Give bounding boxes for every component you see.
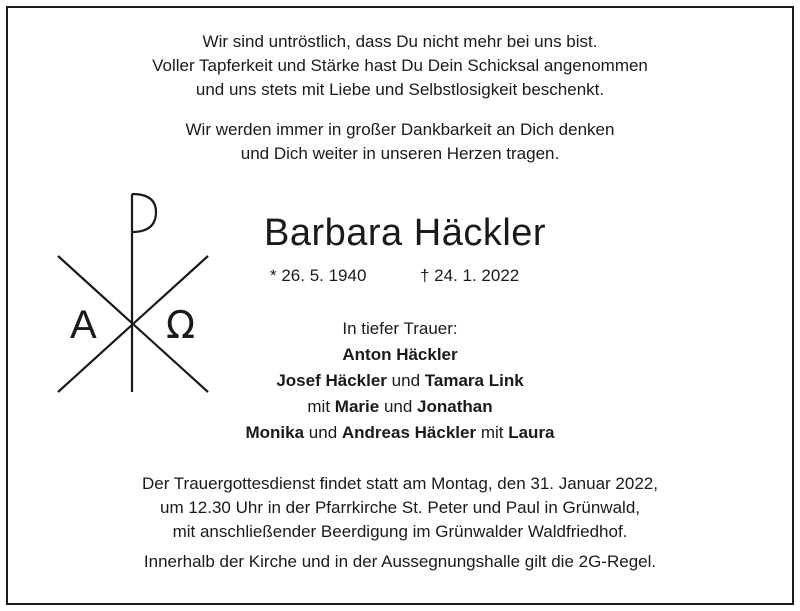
mourner-line [0, 368, 800, 394]
mourner-name: Andreas Häckler [341, 423, 477, 442]
conjunction: und [383, 397, 413, 416]
birth-date: * 26. 5. 1940 [270, 266, 367, 285]
conjunction: mit [480, 423, 504, 442]
mourner-name: Tamara Link [424, 371, 524, 390]
mourner-line [0, 342, 800, 368]
mourner-name: Jonathan [417, 397, 493, 416]
service-line: um 12.30 Uhr in der Pfarrkirche St. Peter und Paul in Grünwald, [159, 498, 640, 517]
mourner-name: Josef Häckler [276, 371, 387, 390]
mourning-intro: In tiefer Trauer: [342, 319, 458, 338]
service-line: Der Trauergottesdienst findet statt am Montag, den 31. Januar 2022, [142, 474, 658, 493]
conjunction: mit [307, 397, 331, 416]
poem-line: Voller Tapferkeit und Stärke hast Du Dein Schicksal angenommen [152, 56, 648, 75]
service-info [0, 472, 800, 574]
deceased-name: Barbara Häckler [264, 212, 547, 254]
poem-line: Wir sind untröstlich, dass Du nicht mehr bei uns bist. [202, 32, 598, 51]
stanza-gap [0, 102, 800, 118]
poem-line: und uns stets mit Liebe und Selbstlosigkeit beschenkt. [195, 80, 605, 99]
poem [0, 30, 800, 166]
mourners [0, 316, 800, 446]
poem-line: und Dich weiter in unseren Herzen tragen. [240, 144, 560, 163]
service-line: mit anschließender Beerdigung im Grünwalder Waldfriedhof. [172, 522, 628, 541]
omega-letter: Ω [166, 303, 196, 347]
death-date: † 24. 1. 2022 [420, 266, 520, 285]
mourner-name: Monika [245, 423, 305, 442]
rho-loop [132, 194, 156, 232]
mourner-line [0, 420, 800, 446]
mourner-line [0, 394, 800, 420]
mourner-name: Anton Häckler [342, 345, 458, 364]
service-note: Innerhalb der Kirche und in der Aussegnungshalle gilt die 2G-Regel. [143, 552, 657, 571]
life-dates [270, 266, 520, 286]
poem-line: Wir werden immer in großer Dankbarkeit an Dich denken [185, 120, 615, 139]
conjunction: und [391, 371, 421, 390]
mourner-name: Marie [334, 397, 380, 416]
alpha-letter: A [70, 303, 97, 347]
mourner-name: Laura [508, 423, 555, 442]
conjunction: und [308, 423, 338, 442]
